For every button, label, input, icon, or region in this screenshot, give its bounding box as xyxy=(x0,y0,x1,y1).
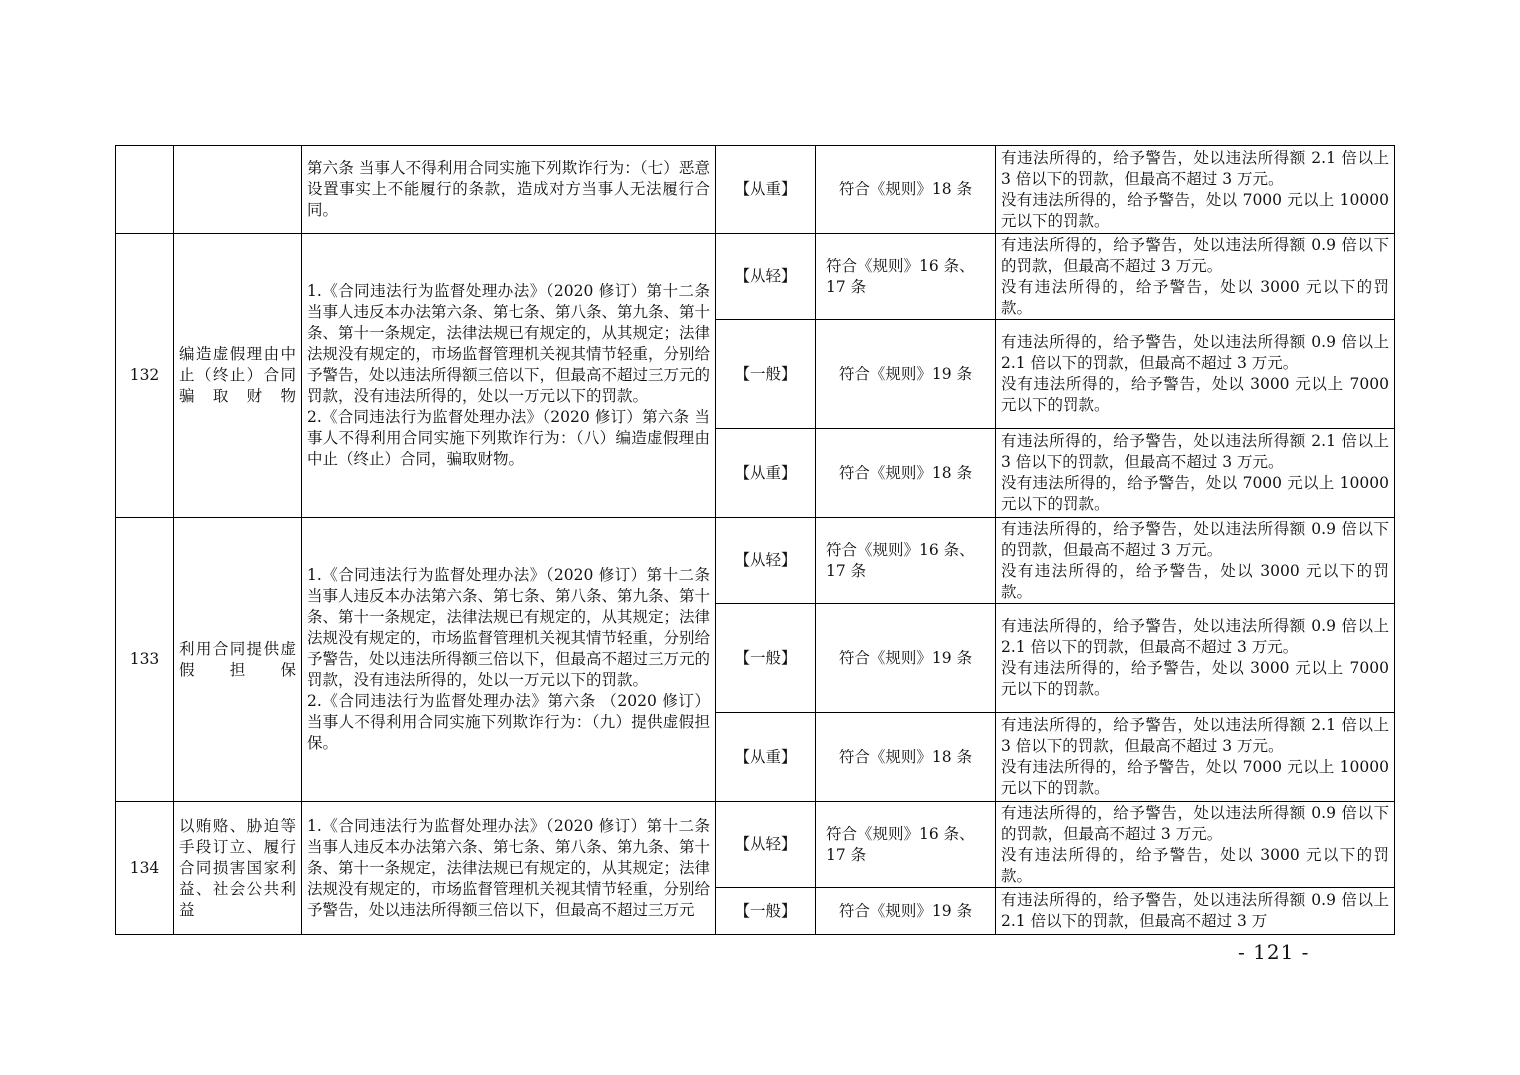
table-row xyxy=(116,234,1395,320)
penalty-standard-cell: 有违法所得的，给予警告，处以违法所得额 2.1 倍以上 3 倍以下的罚款，但最高不超过 3 万元。 没有违法所得的，给予警告，处以 7000 元以上 10000 元以下的罚款。 xyxy=(996,429,1395,518)
discretion-level-cell: 【从重】 xyxy=(716,429,816,518)
discretion-level-cell: 【从轻】 xyxy=(716,802,816,888)
table-row xyxy=(116,146,1395,234)
legal-basis-cell: 1.《合同违法行为监督处理办法》（2020 修订）第十二条 当事人违反本办法第六条、第七条、第八条、第九条、第十条、第十一条规定，法律法规已有规定的，从其规定；法律法规没有规定的，市场监督管理机关视其情节轻重，分别给予警告，处以违法所得额三倍以下，但最高不超过三万元 xyxy=(302,802,716,935)
applicable-rule-cell: 符合《规则》18 条 xyxy=(816,429,996,518)
row-number-cell: 134 xyxy=(116,802,174,935)
violation-name-cell: 编造虚假理由中止（终止）合同骗取财物 xyxy=(174,234,302,518)
penalty-standard-cell: 有违法所得的，给予警告，处以违法所得额 0.9 倍以上 2.1 倍以下的罚款，但最高不超过 3 万元。 没有违法所得的，给予警告，处以 3000 元以上 7000 元以下的罚款。 xyxy=(996,320,1395,429)
penalty-standards-table xyxy=(115,145,1395,935)
applicable-rule-cell: 符合《规则》18 条 xyxy=(816,713,996,802)
discretion-level-cell: 【一般】 xyxy=(716,604,816,713)
discretion-level-cell: 【从重】 xyxy=(716,713,816,802)
applicable-rule-cell: 符合《规则》16 条、17 条 xyxy=(816,234,996,320)
penalty-standard-cell: 有违法所得的，给予警告，处以违法所得额 0.9 倍以下的罚款，但最高不超过 3 万元。 没有违法所得的，给予警告，处以 3000 元以下的罚款。 xyxy=(996,518,1395,604)
violation-name-cell: 以贿赂、胁迫等手段订立、履行合同损害国家利益、社会公共利益 xyxy=(174,802,302,935)
applicable-rule-cell: 符合《规则》16 条、17 条 xyxy=(816,518,996,604)
penalty-standard-cell: 有违法所得的，给予警告，处以违法所得额 0.9 倍以上 2.1 倍以下的罚款，但最高不超过 3 万元。 没有违法所得的，给予警告，处以 3000 元以上 7000 元以下的罚款。 xyxy=(996,604,1395,713)
applicable-rule-cell: 符合《规则》16 条、17 条 xyxy=(816,802,996,888)
discretion-level-cell: 【从轻】 xyxy=(716,234,816,320)
penalty-standard-cell: 有违法所得的，给予警告，处以违法所得额 0.9 倍以下的罚款，但最高不超过 3 万元。 没有违法所得的，给予警告，处以 3000 元以下的罚款。 xyxy=(996,234,1395,320)
row-number-cell xyxy=(116,146,174,234)
legal-basis-cell: 第六条 当事人不得利用合同实施下列欺诈行为：（七）恶意设置事实上不能履行的条款，造成对方当事人无法履行合同。 xyxy=(302,146,716,234)
applicable-rule-cell: 符合《规则》19 条 xyxy=(816,888,996,935)
discretion-level-cell: 【从重】 xyxy=(716,146,816,234)
applicable-rule-cell: 符合《规则》19 条 xyxy=(816,604,996,713)
discretion-level-cell: 【一般】 xyxy=(716,320,816,429)
legal-basis-cell: 1.《合同违法行为监督处理办法》（2020 修订）第十二条 当事人违反本办法第六条、第七条、第八条、第九条、第十条、第十一条规定，法律法规已有规定的，从其规定；法律法规没有规定的，市场监督管理机关视其情节轻重，分别给予警告，处以违法所得额三倍以下，但最高不超过三万元的罚款，没有违法所得的，处以一万元以下的罚款。 2.《合同违法行为监督处理办法》第六条 （2020 修订）当事人不得利用合同实施下列欺诈行为：（九）提供虚假担保。 xyxy=(302,518,716,802)
discretion-level-cell: 【一般】 xyxy=(716,888,816,935)
penalty-standard-cell: 有违法所得的，给予警告，处以违法所得额 2.1 倍以上 3 倍以下的罚款，但最高不超过 3 万元。 没有违法所得的，给予警告，处以 7000 元以上 10000 元以下的罚款。 xyxy=(996,146,1395,234)
table-row xyxy=(116,518,1395,604)
discretion-level-cell: 【从轻】 xyxy=(716,518,816,604)
applicable-rule-cell: 符合《规则》18 条 xyxy=(816,146,996,234)
page-number: - 121 - xyxy=(1238,940,1310,964)
legal-basis-cell: 1.《合同违法行为监督处理办法》（2020 修订）第十二条 当事人违反本办法第六条、第七条、第八条、第九条、第十条、第十一条规定，法律法规已有规定的，从其规定；法律法规没有规定的，市场监督管理机关视其情节轻重，分别给予警告，处以违法所得额三倍以下，但最高不超过三万元的罚款，没有违法所得的，处以一万元以下的罚款。 2.《合同违法行为监督处理办法》（2020 修订）第六条 当事人不得利用合同实施下列欺诈行为：（八）编造虚假理由中止（终止）合同，骗取财物。 xyxy=(302,234,716,518)
violation-name-cell xyxy=(174,146,302,234)
row-number-cell: 132 xyxy=(116,234,174,518)
penalty-standard-cell: 有违法所得的，给予警告，处以违法所得额 0.9 倍以上 2.1 倍以下的罚款，但最高不超过 3 万 xyxy=(996,888,1395,935)
violation-name-cell: 利用合同提供虚假担保 xyxy=(174,518,302,802)
table-row xyxy=(116,802,1395,888)
applicable-rule-cell: 符合《规则》19 条 xyxy=(816,320,996,429)
row-number-cell: 133 xyxy=(116,518,174,802)
penalty-standard-cell: 有违法所得的，给予警告，处以违法所得额 2.1 倍以上 3 倍以下的罚款，但最高不超过 3 万元。 没有违法所得的，给予警告，处以 7000 元以上 10000 元以下的罚款。 xyxy=(996,713,1395,802)
penalty-standard-cell: 有违法所得的，给予警告，处以违法所得额 0.9 倍以下的罚款，但最高不超过 3 万元。 没有违法所得的，给予警告，处以 3000 元以下的罚款。 xyxy=(996,802,1395,888)
